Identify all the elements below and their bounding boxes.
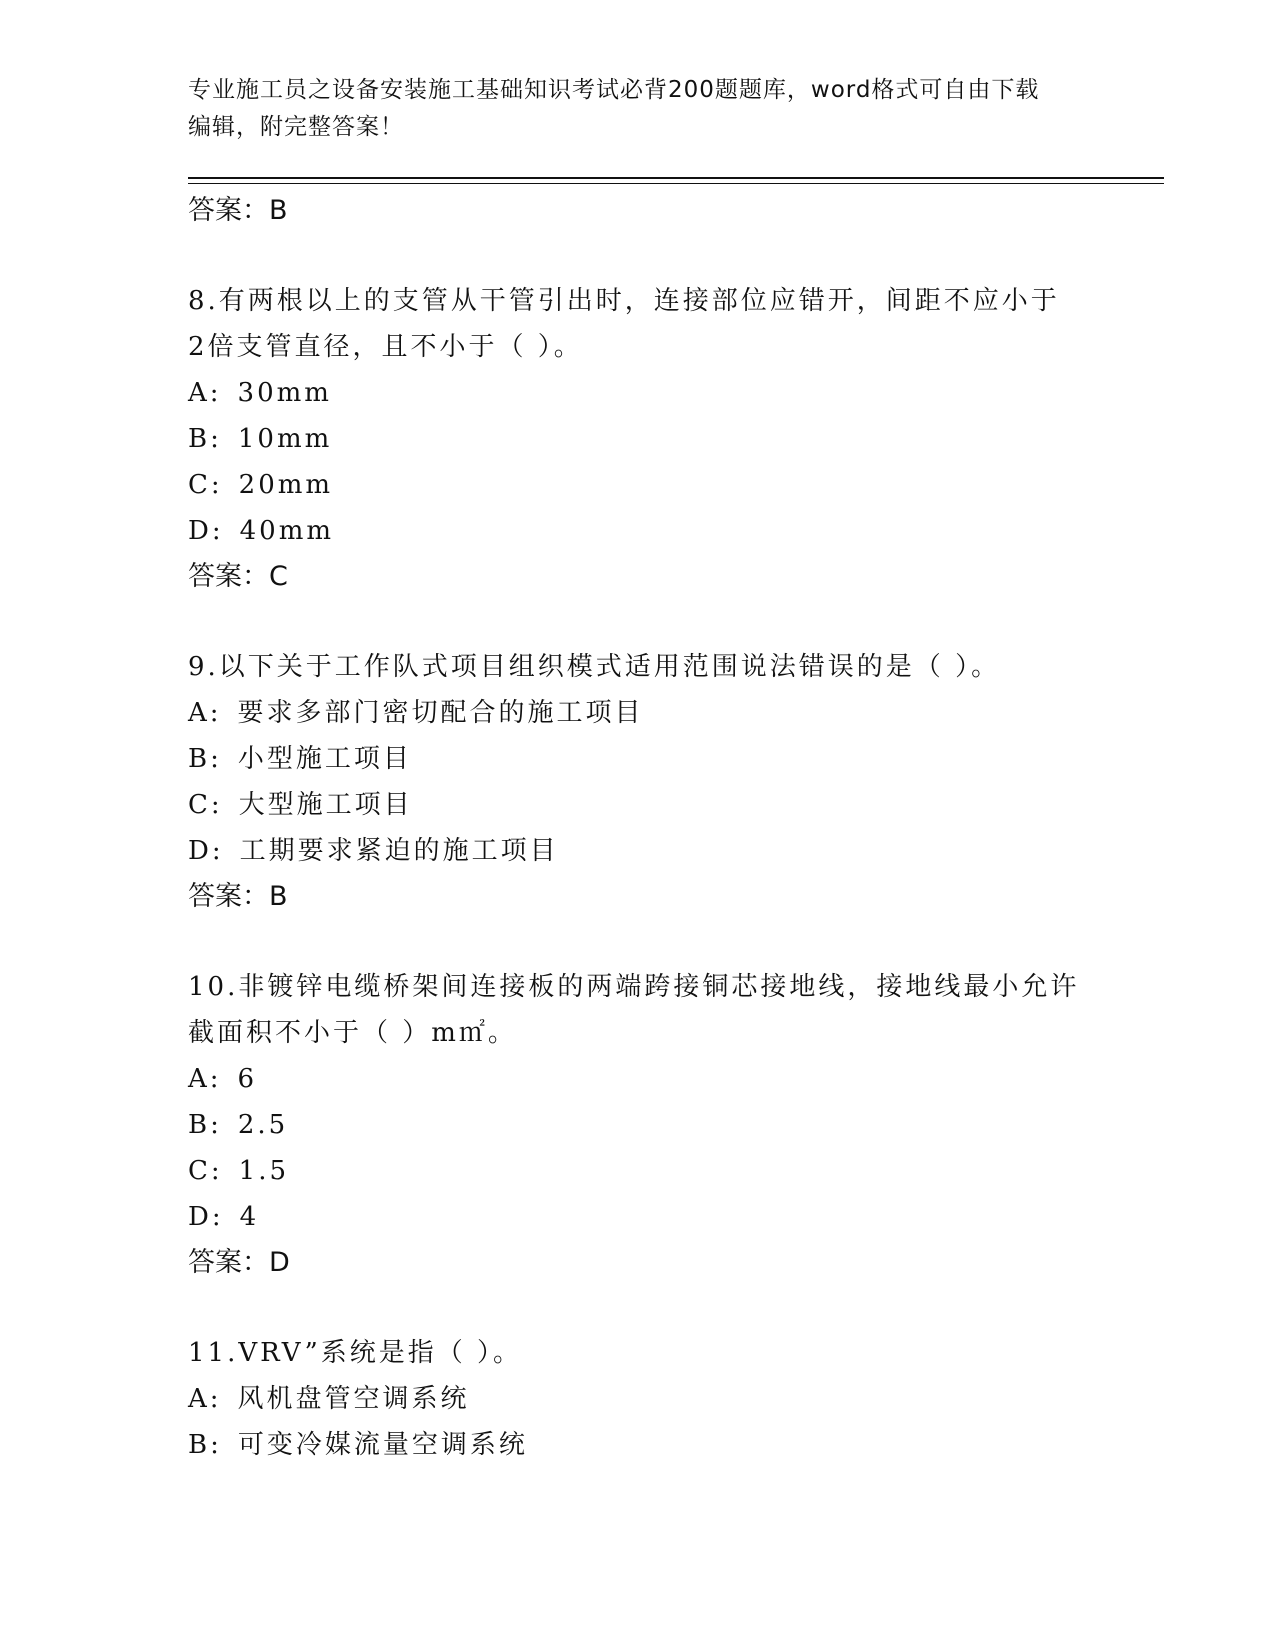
- question-10-option-b: [188, 1102, 1088, 1148]
- question-10: [188, 964, 1088, 1056]
- question-11-option-a: [188, 1376, 1088, 1422]
- option-text: 10mm: [237, 424, 333, 454]
- header-line-1: 专业施工员之设备安装施工基础知识考试必背200题题库，word格式可自由下载: [188, 77, 1040, 103]
- option-key: B:: [188, 1110, 222, 1140]
- option-text: 可变冷媒流量空调系统: [237, 1430, 528, 1460]
- option-text: 4: [239, 1202, 260, 1232]
- header-rule-thick: [188, 177, 1164, 179]
- header-line-2: 编辑，附完整答案！: [188, 114, 404, 140]
- option-text: 风机盘管空调系统: [237, 1384, 470, 1414]
- option-key: A:: [188, 698, 222, 728]
- option-text: 30mm: [237, 378, 332, 408]
- option-text: 要求多部门密切配合的施工项目: [237, 698, 644, 728]
- option-key: D:: [188, 836, 224, 866]
- question-11-line-1: 11.VRV”系统是指（ ）。: [188, 1338, 523, 1368]
- option-text: 小型施工项目: [237, 744, 412, 774]
- question-9-option-c: [188, 782, 1088, 828]
- question-8-option-b: [188, 416, 1088, 462]
- option-key: A:: [188, 378, 222, 408]
- option-text: 20mm: [238, 470, 334, 500]
- option-key: D:: [188, 516, 224, 546]
- question-8-option-c: [188, 462, 1088, 508]
- question-9-option-b: [188, 736, 1088, 782]
- question-11: [188, 1330, 1088, 1376]
- question-10-option-d: [188, 1194, 1088, 1240]
- option-key: C:: [188, 790, 223, 820]
- option-key: C:: [188, 470, 223, 500]
- option-text: 大型施工项目: [238, 790, 413, 820]
- question-10-option-a: [188, 1056, 1088, 1102]
- question-11-option-b: [188, 1422, 1088, 1468]
- answer-previous: 答案：B: [188, 195, 288, 226]
- question-8-line-2: 2倍支管直径，且不小于（ ）。: [188, 332, 583, 362]
- question-8: [188, 278, 1088, 370]
- header-rule-thin: [188, 183, 1164, 184]
- option-key: B:: [188, 424, 222, 454]
- option-key: A:: [188, 1064, 222, 1094]
- question-10-option-c: [188, 1148, 1088, 1194]
- question-8-option-a: [188, 370, 1088, 416]
- option-key: B:: [188, 1430, 222, 1460]
- option-key: A:: [188, 1384, 222, 1414]
- option-key: C:: [188, 1156, 223, 1186]
- document-header: [188, 72, 1088, 146]
- question-list: [188, 188, 1088, 1468]
- question-9-answer: 答案：B: [188, 881, 288, 912]
- option-key: B:: [188, 744, 222, 774]
- option-text: 2.5: [237, 1110, 289, 1140]
- option-text: 工期要求紧迫的施工项目: [239, 836, 559, 866]
- question-10-answer: 答案：D: [188, 1247, 290, 1278]
- question-9: [188, 644, 1088, 690]
- question-9-option-d: [188, 828, 1088, 874]
- question-10-line-1: 10.非镀锌电缆桥架间连接板的两端跨接铜芯接地线，接地线最小允许: [188, 972, 1080, 1002]
- option-text: 1.5: [238, 1156, 290, 1186]
- option-key: D:: [188, 1202, 224, 1232]
- option-text: 40mm: [239, 516, 335, 546]
- question-9-option-a: [188, 690, 1088, 736]
- question-8-line-1: 8.有两根以上的支管从干管引出时，连接部位应错开，间距不应小于: [188, 286, 1060, 316]
- question-9-line-1: 9.以下关于工作队式项目组织模式适用范围说法错误的是（ ）。: [188, 652, 1001, 682]
- question-8-answer: 答案：C: [188, 561, 288, 592]
- question-10-line-2: 截面积不小于（ ）m㎡。: [188, 1018, 517, 1048]
- option-text: 6: [237, 1064, 258, 1094]
- question-8-option-d: [188, 508, 1088, 554]
